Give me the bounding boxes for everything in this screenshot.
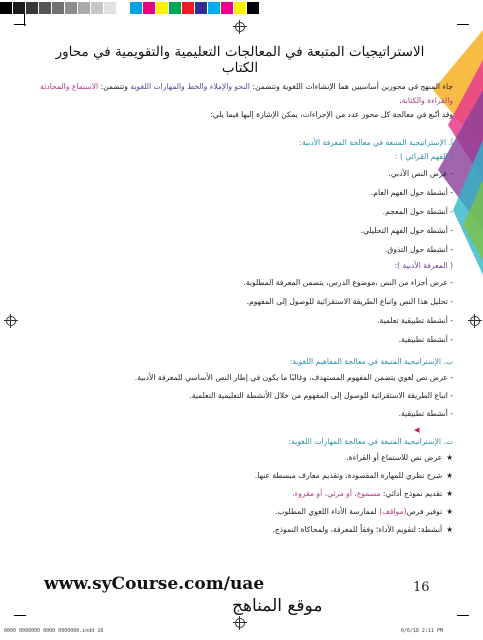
subsection-heading: ( الفهم القرائي ) : xyxy=(395,152,453,161)
color-swatch xyxy=(52,2,65,14)
list-item: - تحليل هذا النص واتباع الطريقة الاستقرائية للوصول إلى المفهوم. xyxy=(246,297,453,306)
list xyxy=(32,369,453,423)
list-item xyxy=(32,503,453,521)
color-swatch xyxy=(169,2,182,14)
intro-paragraph xyxy=(32,80,453,108)
color-swatch xyxy=(39,2,52,14)
star-bullet-icon: ★ xyxy=(446,453,453,462)
color-swatch xyxy=(182,2,195,14)
section-heading: ت. الإستراتيجية المتبعة في معالجة المهارات اللغوية: xyxy=(288,437,453,446)
website-url[interactable]: www.syCourse.com/uae xyxy=(44,574,265,594)
color-swatch xyxy=(130,2,143,14)
registration-mark-icon xyxy=(470,316,480,326)
list-item-text: لممارسة الأداء اللغوي المطلوب. xyxy=(274,507,380,516)
list-item: - أنشطة تطبيقية. xyxy=(398,335,453,344)
list-item-text: تقديم نموذج أدائي: xyxy=(380,489,443,498)
list-item: - أنشطة حول المعجم. xyxy=(382,207,453,216)
registration-mark-icon xyxy=(235,618,245,628)
slug-date: 6/6/18 2:11 PM xyxy=(400,628,443,634)
list-item-text: عرض نص للاستماع أو القراءة. xyxy=(346,453,443,462)
list-item: - أنشطة تطبيقية. xyxy=(398,409,453,418)
color-swatch xyxy=(0,2,13,14)
intro-text: جاء المنهج في محورين أساسيين هما الإنشاءات اللغوية وتتضمن: xyxy=(249,82,453,91)
color-swatch xyxy=(247,2,260,14)
color-swatch xyxy=(65,2,78,14)
list-item: - عرض النص الأدبي. xyxy=(388,169,453,178)
list-item xyxy=(32,467,453,485)
star-bullet-icon: ★ xyxy=(446,507,453,516)
star-bullet-icon: ★ xyxy=(446,471,453,480)
page-number: 16 xyxy=(413,580,430,595)
list-item xyxy=(32,485,453,503)
list-item: - أنشطة حول التذوق. xyxy=(384,245,453,254)
list-item: - أنشطة حول الفهم العام. xyxy=(370,188,453,197)
color-swatch xyxy=(91,2,104,14)
list-item-text: (مواقف) xyxy=(379,507,407,516)
star-bullet-icon: ★ xyxy=(446,525,453,534)
color-swatch xyxy=(208,2,221,14)
list-item: - عرض نص لغوي يتضمن المفهوم المستهدف، وغالبًا ما يكون في إطار النص الأساسي للمعرفة الأدبية. xyxy=(134,373,453,382)
main-text xyxy=(32,80,453,539)
list-item xyxy=(32,449,453,467)
intro-highlight: الاستماع والمحادثة والقراءة والكتابة xyxy=(40,82,453,105)
intro-highlight: النحو والإملاء والخط والمهارات اللغوية xyxy=(130,82,250,91)
list-item-text: شرح نظري للمهارة المقصودة، وتقديم معارف مبسطة عنها. xyxy=(254,471,443,480)
list-item-text: أنشطة: لتقويم الأداء؛ وفقاً للمعرفة، ولمحاكاة النموذج. xyxy=(272,525,443,534)
registration-mark-icon xyxy=(235,22,245,32)
subsection-heading: ( المعرفة الأدبية ): xyxy=(394,261,453,270)
color-swatch xyxy=(234,2,247,14)
section-heading: ب. الإستراتيجية المتبعة في معالجة المفاهيم اللغوية: xyxy=(289,357,453,366)
intro-text: وتتضمن: xyxy=(98,82,131,91)
color-swatch xyxy=(195,2,208,14)
list-item: - عرض أجزاء من النص ،موضوع الدرس، يتضمن المعرفة المطلوبة. xyxy=(243,278,453,287)
list xyxy=(32,449,453,539)
star-bullet-icon: ★ xyxy=(446,489,453,498)
color-swatch xyxy=(78,2,91,14)
crop-mark xyxy=(457,24,469,25)
crop-mark xyxy=(457,615,469,616)
crop-mark xyxy=(14,615,26,616)
crop-mark xyxy=(24,14,25,26)
color-swatch xyxy=(26,2,39,14)
color-swatch xyxy=(143,2,156,14)
slug-filename: 0000 0000000 0000 0000000.indd 16 xyxy=(4,628,104,634)
list-item: - أنشطة حول الفهم التحليلي. xyxy=(360,226,453,235)
color-swatch xyxy=(13,2,26,14)
arrow-icon: ◂ xyxy=(414,423,420,436)
list-item: - اتباع الطريقة الاستقرائية للوصول إلى المفهوم من خلال الأنشطة التعليمية التعلمية. xyxy=(189,391,453,400)
site-name: موقع المناهج xyxy=(232,596,323,616)
color-swatch xyxy=(156,2,169,14)
intro-line: وقد أتّبع في معالجة كل محور عدد من الإجراءات، يمكن الإشارة إليها فيما يلي: xyxy=(210,110,453,119)
list xyxy=(32,273,453,349)
list xyxy=(32,164,453,259)
intro-text: . xyxy=(399,96,402,105)
list-item xyxy=(32,521,453,539)
page-title: الاستراتيجيات المتبعة في المعالجات التعليمية والتقويمية في محاور الكتاب xyxy=(55,44,425,76)
registration-mark-icon xyxy=(6,316,16,326)
color-swatch xyxy=(104,2,117,14)
color-swatch xyxy=(221,2,234,14)
list-item: - أنشطة تطبيقية تعلمية. xyxy=(377,316,453,325)
list-item-text: مسموع، أو مرئي، أو مقروء. xyxy=(292,489,381,498)
print-color-bar xyxy=(0,2,260,14)
color-swatch xyxy=(117,2,130,14)
section-heading: أ. الإستراتيجية المتبعة في معالجة المعرفة الأدبية: xyxy=(299,138,453,147)
list-item-text: توفير فرص xyxy=(406,507,443,516)
